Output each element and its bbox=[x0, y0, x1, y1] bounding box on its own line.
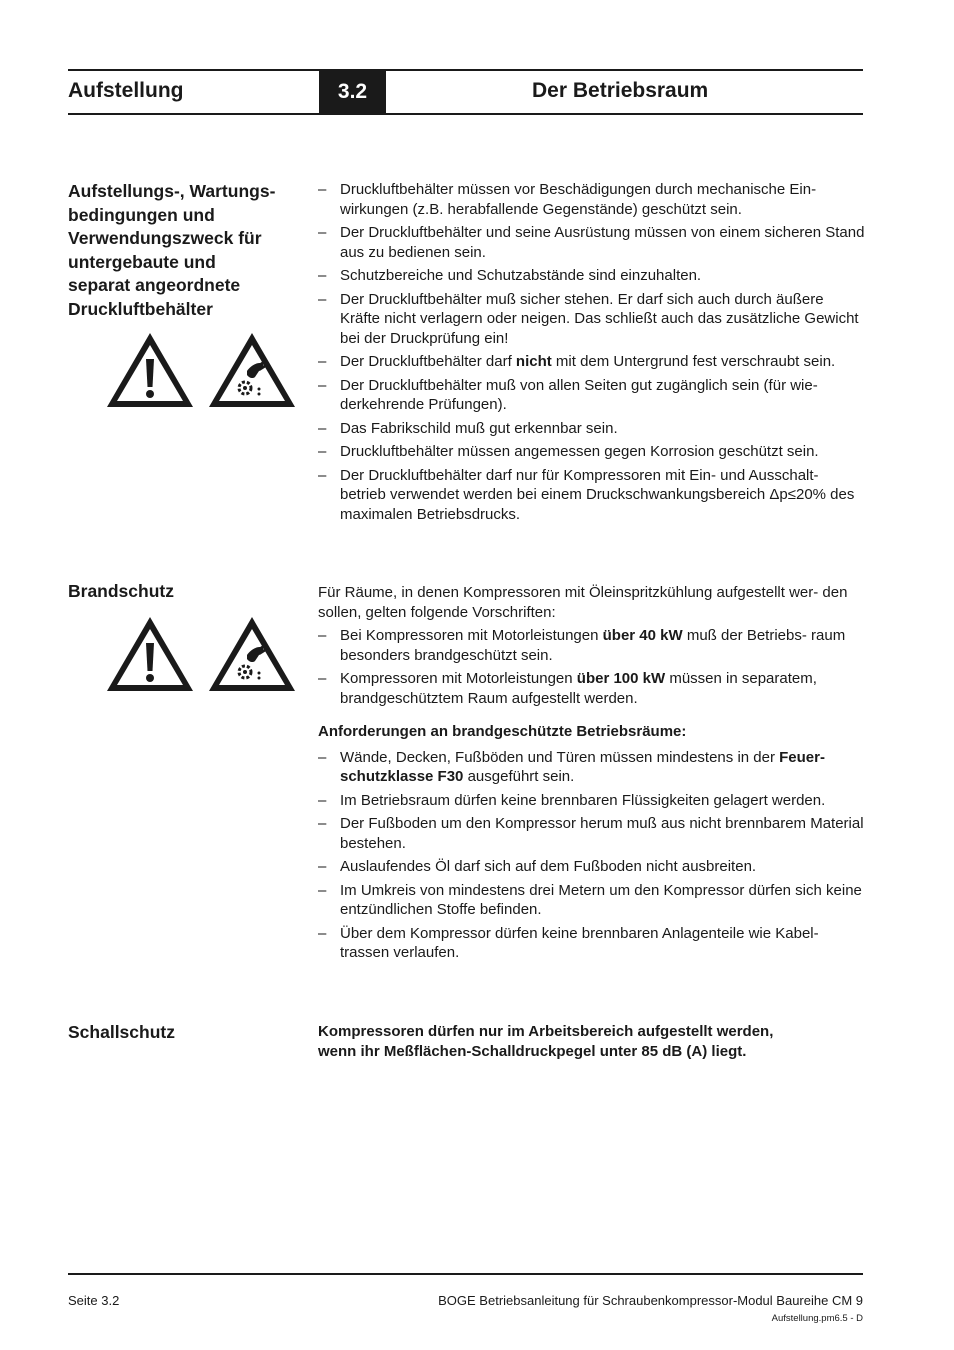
list-item: – Im Umkreis von mindestens drei Metern um den Kompressor dürfen sich keine entzündlichen Stoffe befinden. bbox=[318, 881, 866, 920]
section1-title: Aufstellungs-, Wartungs- bedingungen und Verwendungszweck für untergebaute und separat angeordnete Druckluftbehälter bbox=[68, 181, 276, 319]
list-item: – Der Fußboden um den Kompressor herum muß aus nicht brennbarem Material bestehen. bbox=[318, 814, 866, 853]
list-item: – Schutzbereiche und Schutzabstände sind einzuhalten. bbox=[318, 266, 866, 286]
section2-warning-icons bbox=[105, 615, 297, 693]
section1-warning-icons bbox=[105, 331, 297, 409]
footer-rule bbox=[68, 1273, 863, 1275]
manual-title: BOGE Betriebsanleitung für Schraubenkompressor-Modul Baureihe CM 9 bbox=[438, 1293, 863, 1308]
hand-gear-hazard-icon bbox=[207, 615, 297, 693]
list-item: – Der Druckluftbehälter darf nicht mit dem Untergrund fest verschraubt sein. bbox=[318, 352, 866, 372]
page-title: Der Betriebsraum bbox=[532, 79, 709, 102]
list-item: – Wände, Decken, Fußböden und Türen müssen mindestens in der Feuer- schutzklasse F30 ausgeführt sein. bbox=[318, 748, 866, 787]
page-number: Seite 3.2 bbox=[68, 1293, 120, 1308]
list-item: – Auslaufendes Öl darf sich auf dem Fußboden nicht ausbreiten. bbox=[318, 857, 866, 877]
requirements-heading: Anforderungen an brandgeschützte Betriebsräume: bbox=[318, 723, 687, 740]
section2-content bbox=[318, 583, 866, 967]
list-item: – Im Betriebsraum dürfen keine brennbaren Flüssigkeiten gelagert werden. bbox=[318, 791, 866, 811]
list-item: – Das Fabrikschild muß gut erkennbar sein. bbox=[318, 419, 866, 439]
list-item: – Kompressoren mit Motorleistungen über 100 kW müssen in separatem, brandgeschütztem Raum aufgestellt werden. bbox=[318, 669, 866, 708]
general-warning-icon bbox=[105, 615, 195, 693]
list-item: – Der Druckluftbehälter und seine Ausrüstung müssen von einem sicheren Stand aus zu bedienen sein. bbox=[318, 223, 866, 262]
hand-gear-hazard-icon bbox=[207, 331, 297, 409]
header-top-rule bbox=[68, 69, 863, 71]
section-number-badge: 3.2 bbox=[319, 70, 386, 114]
list-item: – Der Druckluftbehälter muß von allen Seiten gut zugänglich sein (für wie- derkehrende Prüfungen). bbox=[318, 376, 866, 415]
list-item: – Druckluftbehälter müssen angemessen gegen Korrosion geschützt sein. bbox=[318, 442, 866, 462]
section3-title: Schallschutz bbox=[68, 1022, 175, 1042]
list-item: – Über dem Kompressor dürfen keine brennbaren Anlagenteile wie Kabel- trassen verlaufen. bbox=[318, 924, 866, 963]
chapter-title: Aufstellung bbox=[68, 79, 184, 102]
header-bottom-rule bbox=[68, 113, 863, 115]
list-item: – Der Druckluftbehälter darf nur für Kompressoren mit Ein- und Ausschalt- betrieb verwendet werden bei einem Druckschwankungsbereich Δp≤20% des maximalen Betriebsdrucks. bbox=[318, 466, 866, 525]
section3-text: Kompressoren dürfen nur im Arbeitsbereich aufgestellt werden, wenn ihr Meßflächen-Schalldruckpegel unter 85 dB (A) liegt. bbox=[318, 1023, 774, 1060]
list-item: – Der Druckluftbehälter muß sicher stehen. Er darf sich auch durch äußere Kräfte nicht verlagern oder neigen. Das schließt auch das zusätzliche Gewicht bei der Druckprüfung ein! bbox=[318, 290, 866, 349]
general-warning-icon bbox=[105, 331, 195, 409]
list-item: – Bei Kompressoren mit Motorleistungen über 40 kW muß der Betriebs- raum besonders brandgeschützt sein. bbox=[318, 626, 866, 665]
file-name: Aufstellung.pm6.5 - D bbox=[771, 1313, 863, 1324]
section2-intro: Für Räume, in denen Kompressoren mit Öleinspritzkühlung aufgestellt wer- den sollen, gelten folgende Vorschriften: bbox=[318, 584, 848, 621]
section2-title: Brandschutz bbox=[68, 581, 174, 601]
section1-content bbox=[318, 180, 866, 528]
list-item: – Druckluftbehälter müssen vor Beschädigungen durch mechanische Ein- wirkungen (z.B. herabfallende Gegenstände) geschützt sein. bbox=[318, 180, 866, 219]
